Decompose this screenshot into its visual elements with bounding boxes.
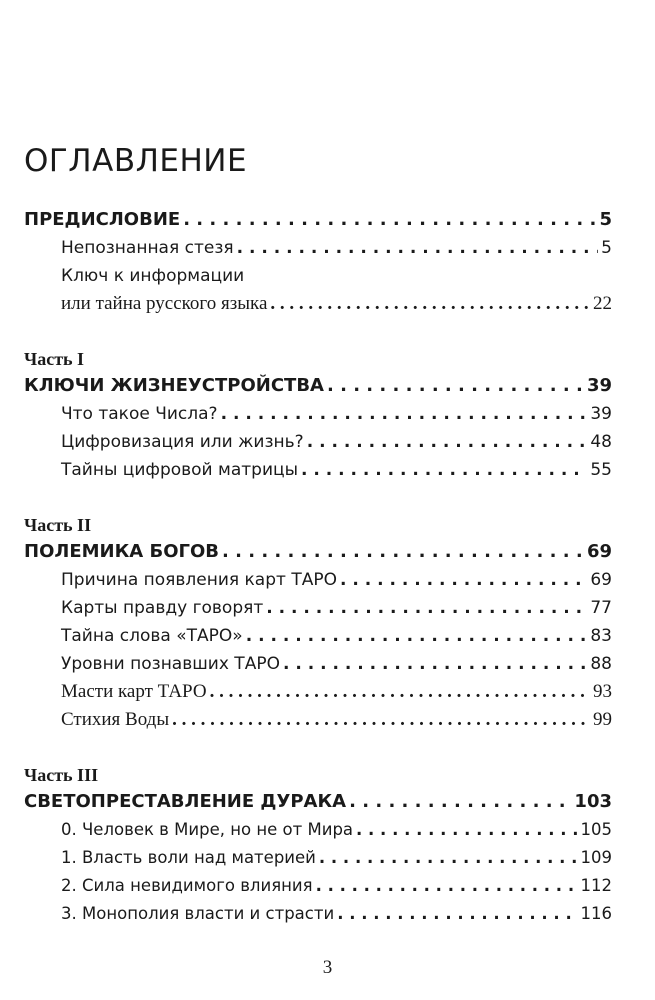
toc-entry[interactable] bbox=[24, 566, 612, 594]
toc-entry[interactable] bbox=[24, 400, 612, 428]
toc-entry-title: Масти карт ТАРО bbox=[61, 681, 207, 702]
dot-leader bbox=[221, 400, 588, 428]
dot-leader bbox=[210, 678, 590, 706]
toc-entry-title: 0. Человек в Мире, но не от Мира bbox=[61, 820, 354, 839]
toc-entry-title: 2. Сила невидимого влияния bbox=[61, 876, 313, 895]
toc-entry-title: Стихия Воды bbox=[61, 709, 170, 730]
part-label: Часть II bbox=[24, 515, 92, 535]
toc-entry-title: Карты правду говорят bbox=[61, 598, 264, 618]
toc-entry-page: 39 bbox=[590, 404, 612, 424]
toc-entry-title: ПОЛЕМИКА БОГОВ bbox=[24, 541, 220, 562]
dot-leader bbox=[183, 206, 596, 234]
toc-entry-page: 109 bbox=[580, 848, 612, 867]
toc-entry-page: 105 bbox=[580, 820, 612, 839]
toc-entry-page: 88 bbox=[590, 654, 612, 674]
page-number: 3 bbox=[322, 957, 333, 978]
dot-leader bbox=[340, 566, 587, 594]
section-gap bbox=[24, 734, 612, 762]
toc-entry-page: 103 bbox=[574, 791, 612, 812]
part-label: Часть I bbox=[24, 349, 85, 369]
page-title: ОГЛАВЛЕНИЕ bbox=[24, 143, 248, 179]
toc-entry[interactable] bbox=[24, 622, 612, 650]
dot-leader bbox=[301, 456, 587, 484]
toc-entry-part[interactable] bbox=[24, 788, 612, 816]
dot-leader bbox=[327, 372, 584, 400]
toc-entry-title: КЛЮЧИ ЖИЗНЕУСТРОЙСТВА bbox=[24, 375, 324, 396]
toc-entry-page: 112 bbox=[580, 876, 612, 895]
dot-leader bbox=[356, 816, 577, 844]
section-gap bbox=[24, 484, 612, 512]
toc-entry-page: 99 bbox=[593, 709, 612, 730]
toc-entry[interactable] bbox=[24, 816, 612, 844]
toc-entry-title: Цифровизация или жизнь? bbox=[61, 432, 304, 452]
toc-entry-page: 93 bbox=[593, 681, 612, 702]
dot-leader bbox=[349, 788, 571, 816]
dot-leader bbox=[222, 538, 584, 566]
toc-entry-page: 83 bbox=[590, 626, 612, 646]
dot-leader bbox=[283, 650, 587, 678]
toc-entry-title: Причина появления карт ТАРО bbox=[61, 570, 337, 590]
toc-entry[interactable] bbox=[24, 456, 612, 484]
toc-entry-line[interactable] bbox=[24, 262, 612, 290]
toc-entry[interactable] bbox=[24, 706, 612, 734]
toc-entry-title: Тайна слова «ТАРО» bbox=[61, 626, 243, 646]
dot-leader bbox=[307, 428, 588, 456]
dot-leader bbox=[337, 900, 577, 928]
table-of-contents bbox=[24, 206, 612, 928]
toc-entry-title: 3. Монополия власти и страсти bbox=[61, 904, 335, 923]
toc-entry-page: 69 bbox=[590, 570, 612, 590]
toc-entry-part[interactable] bbox=[24, 538, 612, 566]
dot-leader bbox=[266, 594, 587, 622]
toc-entry-page: 5 bbox=[601, 238, 612, 258]
dot-leader bbox=[246, 622, 588, 650]
toc-entry-part[interactable] bbox=[24, 372, 612, 400]
toc-entry-page: 5 bbox=[599, 209, 612, 230]
toc-entry-title: ПРЕДИСЛОВИЕ bbox=[24, 209, 181, 230]
toc-entry-title: или тайна русского языка bbox=[61, 293, 268, 314]
toc-entry-title: Тайны цифровой матрицы bbox=[61, 460, 298, 480]
toc-entry[interactable] bbox=[24, 650, 612, 678]
toc-entry-title: 1. Власть воли над материей bbox=[61, 848, 316, 867]
toc-entry-title: Уровни познавших ТАРО bbox=[61, 654, 280, 674]
part-label: Часть III bbox=[24, 765, 99, 785]
section-gap bbox=[24, 318, 612, 346]
toc-entry-title: Что такое Числа? bbox=[61, 404, 218, 424]
toc-entry-page: 69 bbox=[586, 541, 612, 562]
toc-entry[interactable] bbox=[24, 594, 612, 622]
toc-entry-title: Непознанная стезя bbox=[61, 238, 234, 258]
dot-leader bbox=[270, 290, 590, 318]
toc-entry-page: 77 bbox=[590, 598, 612, 618]
toc-entry-page: 116 bbox=[580, 904, 612, 923]
toc-entry[interactable] bbox=[24, 234, 612, 262]
toc-entry[interactable] bbox=[24, 900, 612, 928]
dot-leader bbox=[172, 706, 590, 734]
toc-entry[interactable] bbox=[24, 872, 612, 900]
toc-entry-title: Ключ к информации bbox=[61, 266, 245, 286]
toc-entry[interactable] bbox=[24, 428, 612, 456]
toc-entry[interactable] bbox=[24, 678, 612, 706]
toc-entry[interactable] bbox=[24, 290, 612, 318]
dot-leader bbox=[319, 844, 578, 872]
toc-entry-page: 48 bbox=[590, 432, 612, 452]
dot-leader bbox=[237, 234, 599, 262]
toc-entry-title: СВЕТОПРЕСТАВЛЕНИЕ ДУРАКА bbox=[24, 791, 347, 812]
toc-entry[interactable] bbox=[24, 844, 612, 872]
dot-leader bbox=[316, 872, 578, 900]
toc-entry-page: 39 bbox=[586, 375, 612, 396]
toc-entry-page: 55 bbox=[590, 460, 612, 480]
toc-entry-page: 22 bbox=[593, 293, 612, 314]
toc-entry-preface[interactable] bbox=[24, 206, 612, 234]
